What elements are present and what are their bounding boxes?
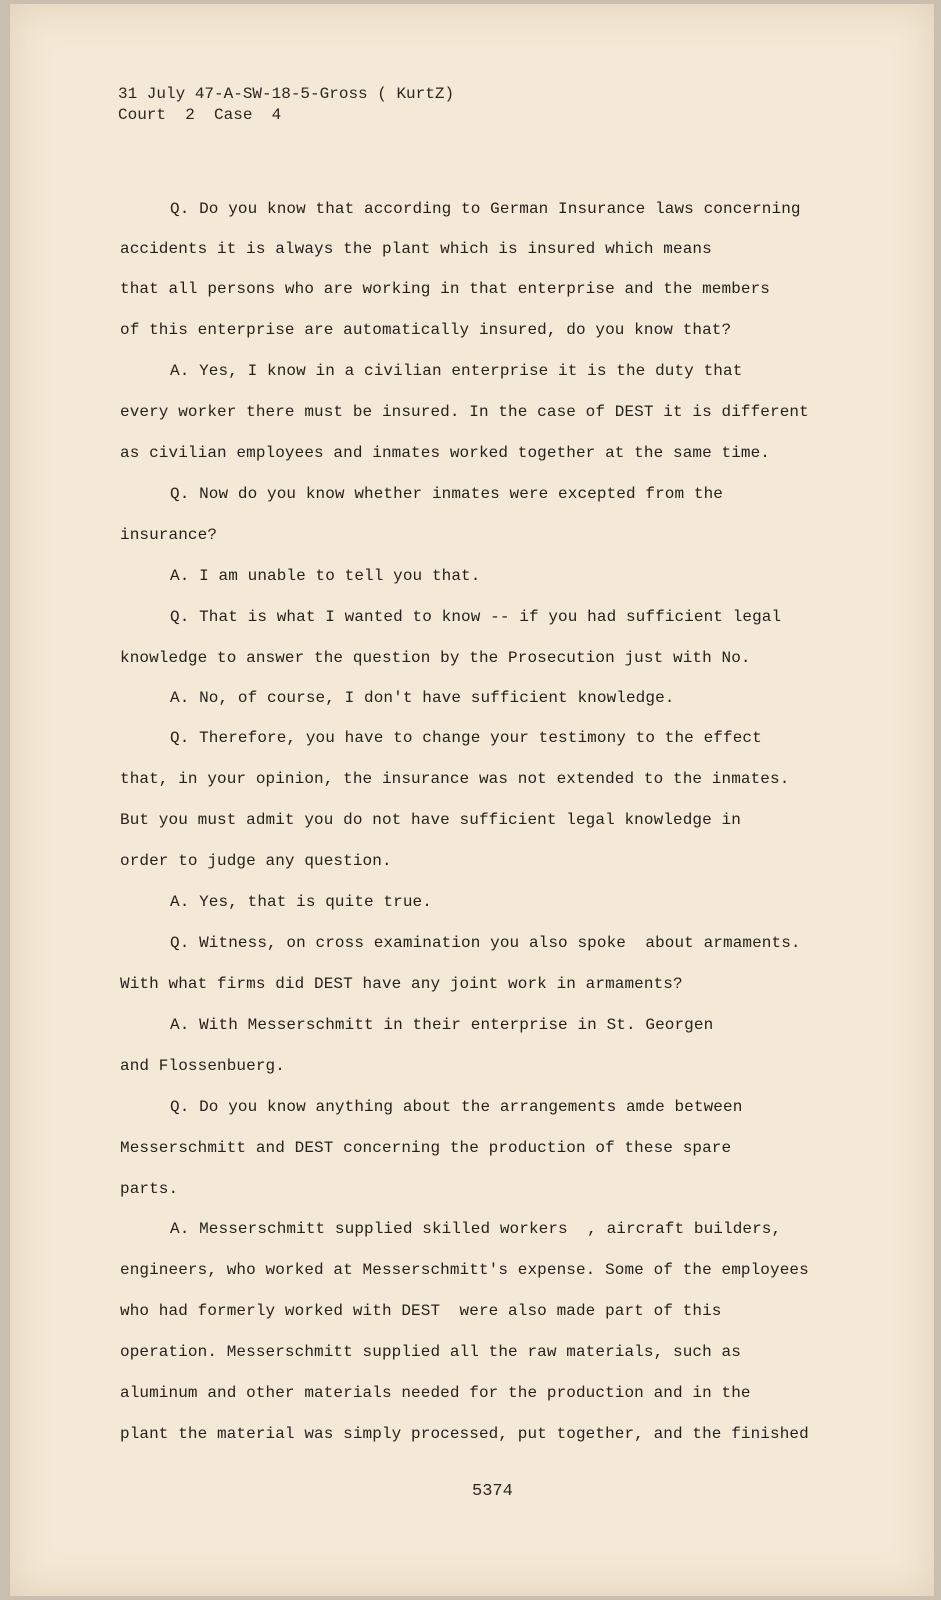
transcript-line: as civilian employees and inmates worked together at the same time. [120,444,771,462]
transcript-line: Q. Therefore, you have to change your testimony to the effect [170,729,762,747]
transcript-line: A. I am unable to tell you that. [170,567,481,585]
transcript-line: insurance? [120,526,218,544]
transcript-line: Q. That is what I wanted to know -- if you had sufficient legal [170,608,782,626]
transcript-line: With what firms did DEST have any joint work in armaments? [120,975,683,993]
transcript-line: aluminum and other materials needed for the production and in the [120,1384,751,1402]
transcript-line: A. Yes, I know in a civilian enterprise it is the duty that [170,362,743,380]
transcript-line: Q. Now do you know whether inmates were excepted from the [170,485,723,503]
transcript-line: order to judge any question. [120,852,392,870]
transcript-line: who had formerly worked with DEST were also made part of this [120,1302,722,1320]
transcript-line: and Flossenbuerg. [120,1057,285,1075]
transcript-line: Q. Witness, on cross examination you also spoke about armaments. [170,934,801,952]
transcript-line: A. Yes, that is quite true. [170,893,432,911]
page-number: 5374 [472,1482,513,1501]
transcript-line: Q. Do you know anything about the arrangements amde between [170,1098,743,1116]
transcript-line: A. No, of course, I don't have sufficient knowledge. [170,689,675,707]
transcript-line: Q. Do you know that according to German Insurance laws concerning [170,200,801,218]
transcript-line: But you must admit you do not have sufficient legal knowledge in [120,811,741,829]
transcript-line: of this enterprise are automatically insured, do you know that? [120,321,732,339]
transcript-line: operation. Messerschmitt supplied all the raw materials, such as [120,1343,741,1361]
transcript-line: Messerschmitt and DEST concerning the production of these spare [120,1139,732,1157]
transcript-line: every worker there must be insured. In the case of DEST it is different [120,403,809,421]
header-line-2: Court 2 Case 4 [118,106,282,124]
transcript-line: accidents it is always the plant which is insured which means [120,240,712,258]
document-page [10,4,934,1596]
transcript-line: that, in your opinion, the insurance was not extended to the inmates. [120,770,790,788]
header-line-1: 31 July 47-A-SW-18-5-Gross ( KurtZ) [118,85,455,103]
transcript-line: knowledge to answer the question by the Prosecution just with No. [120,649,751,667]
transcript-line: that all persons who are working in that enterprise and the members [120,280,771,298]
transcript-line: parts. [120,1180,179,1198]
transcript-line: A. With Messerschmitt in their enterprise in St. Georgen [170,1016,714,1034]
transcript-line: engineers, who worked at Messerschmitt's expense. Some of the employees [120,1261,809,1279]
transcript-line: plant the material was simply processed, put together, and the finished [120,1425,809,1443]
document-header [118,84,454,126]
transcript-line: A. Messerschmitt supplied skilled workers , aircraft builders, [170,1220,782,1238]
